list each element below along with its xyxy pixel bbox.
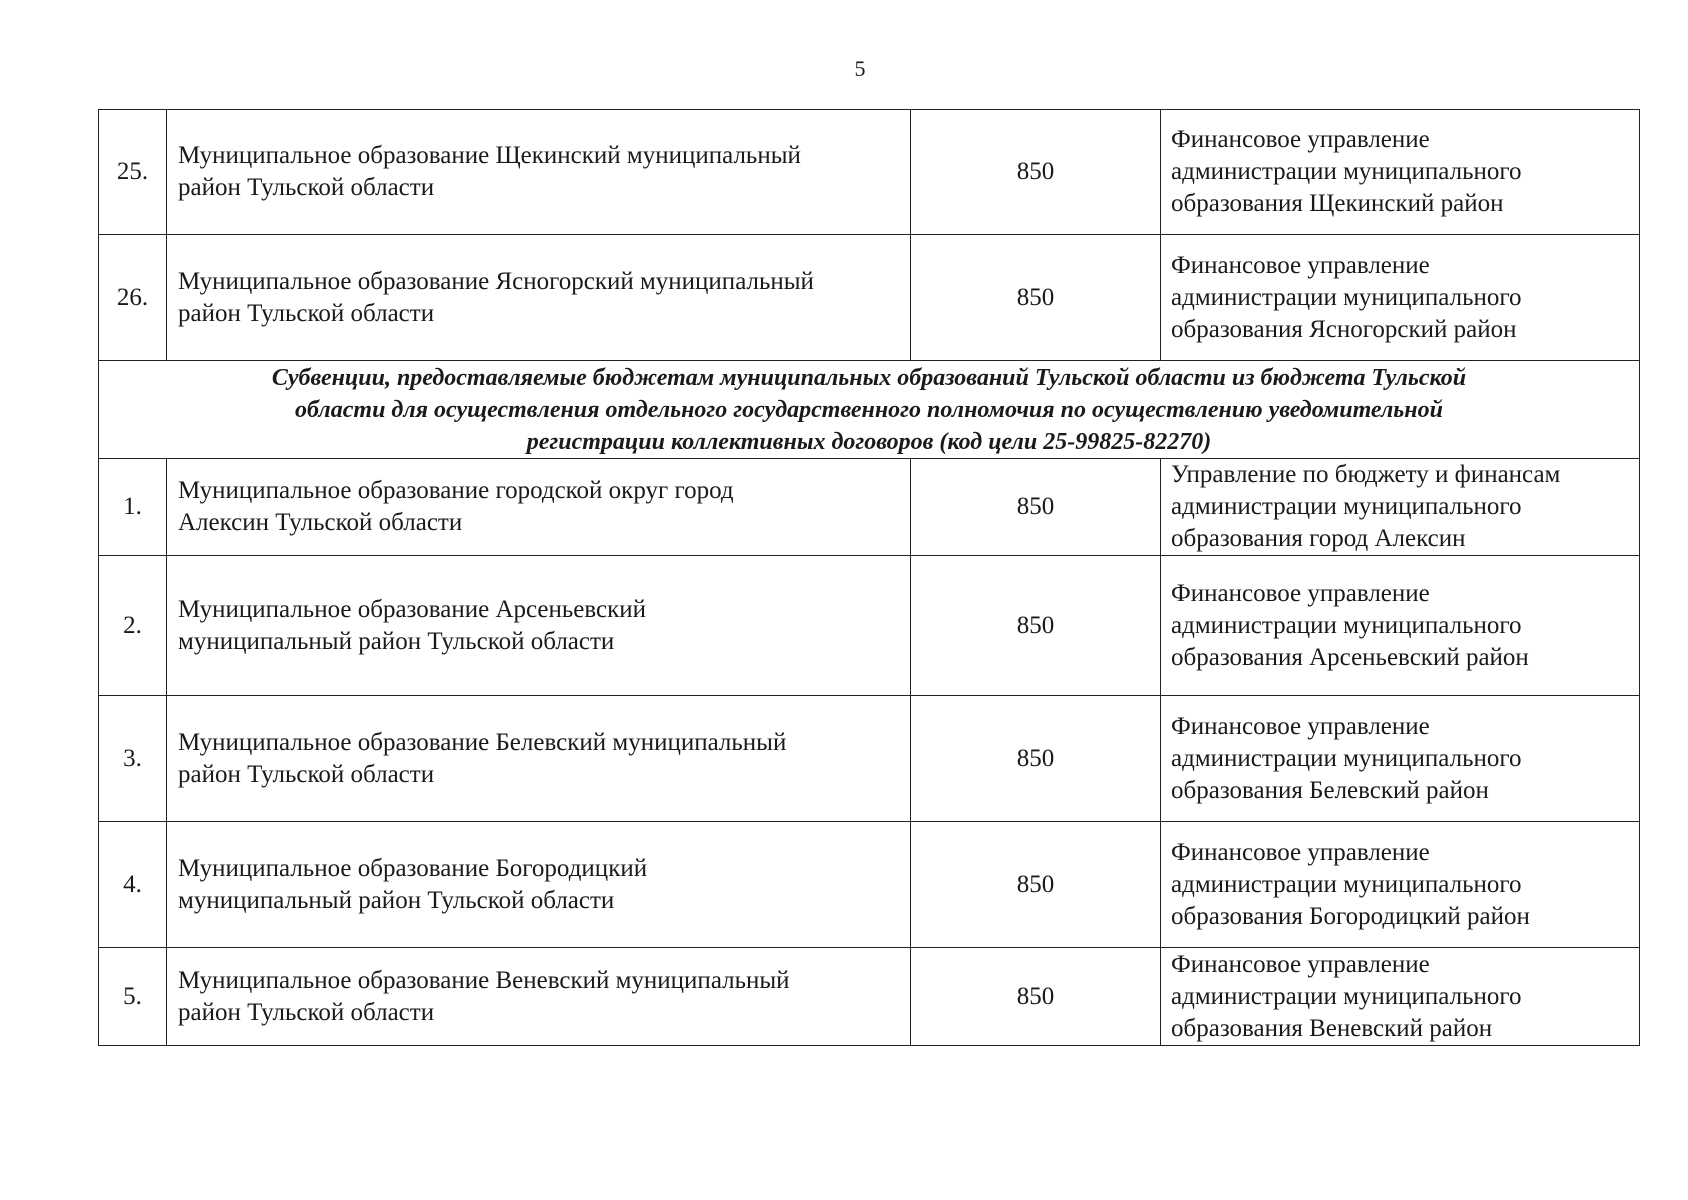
code-cell: 850 xyxy=(911,235,1161,361)
row-number: 2. xyxy=(99,556,167,696)
administrator-name-line: образования Богородицкий район xyxy=(1171,902,1530,930)
municipality-name-line: Муниципальное образование Арсеньевский xyxy=(178,595,647,623)
administrator-name-line: Финансовое управление xyxy=(1171,251,1430,279)
administrator-name-line: образования город Алексин xyxy=(1171,525,1466,552)
table-row xyxy=(99,110,1640,235)
municipality-name-line: район Тульской области xyxy=(178,299,435,327)
administrator-name-line: администрации муниципального xyxy=(1171,870,1522,898)
row-number: 25. xyxy=(99,110,167,235)
administrator-name-line: администрации муниципального xyxy=(1171,611,1522,639)
municipality-name-line: Муниципальное образование Белевский муниципальный xyxy=(178,728,787,756)
table-row xyxy=(99,696,1640,822)
administrator-name-line: Финансовое управление xyxy=(1171,950,1430,978)
municipality-name-line: район Тульской области xyxy=(178,760,435,788)
administrator-name-line: администрации муниципального xyxy=(1171,283,1522,311)
code-cell: 850 xyxy=(911,822,1161,948)
row-number: 1. xyxy=(99,459,167,556)
section-header-row xyxy=(99,361,1640,459)
municipality-name-line: район Тульской области xyxy=(178,998,435,1026)
municipality-name-line: Муниципальное образование Ясногорский муниципальный xyxy=(178,267,814,295)
table-row xyxy=(99,822,1640,948)
section-title-line: области для осуществления отдельного государственного полномочия по осуществлению уведомительной xyxy=(295,396,1443,423)
code-cell: 850 xyxy=(911,696,1161,822)
table-row xyxy=(99,556,1640,696)
administrator-name-line: Финансовое управление xyxy=(1171,126,1430,153)
table-row xyxy=(99,948,1640,1046)
code-cell: 850 xyxy=(911,948,1161,1046)
administrator-name-line: Финансовое управление xyxy=(1171,838,1430,866)
municipality-name-line: Муниципальное образование Богородицкий xyxy=(178,854,648,882)
municipality-name xyxy=(167,556,911,696)
administrator-name xyxy=(1161,822,1640,948)
administrator-name-line: Финансовое управление xyxy=(1171,579,1430,607)
table-row xyxy=(99,235,1640,361)
municipality-name xyxy=(167,696,911,822)
administrator-name xyxy=(1161,235,1640,361)
table-row xyxy=(99,459,1640,556)
code-cell: 850 xyxy=(911,459,1161,556)
municipality-name-line: Муниципальное образование Веневский муниципальный xyxy=(178,966,790,994)
municipality-name xyxy=(167,110,911,235)
administrator-name-line: образования Веневский район xyxy=(1171,1014,1493,1042)
administrator-name xyxy=(1161,948,1640,1046)
row-number: 26. xyxy=(99,235,167,361)
administrator-name-line: Управление по бюджету и финансам xyxy=(1171,461,1561,488)
administrator-name-line: Финансовое управление xyxy=(1171,712,1430,740)
administrator-name-line: администрации муниципального xyxy=(1171,744,1522,772)
administrator-name-line: администрации муниципального xyxy=(1171,493,1522,520)
administrator-name-line: образования Ясногорский район xyxy=(1171,315,1517,343)
administrator-name-line: администрации муниципального xyxy=(1171,982,1522,1010)
code-cell: 850 xyxy=(911,556,1161,696)
municipality-name-line: муниципальный район Тульской области xyxy=(178,886,615,914)
municipality-name-line: муниципальный район Тульской области xyxy=(178,627,615,655)
municipality-name xyxy=(167,235,911,361)
municipality-name xyxy=(167,948,911,1046)
municipality-name xyxy=(167,459,911,556)
municipality-name xyxy=(167,822,911,948)
subvention-table xyxy=(98,109,1640,1046)
section-title-line: регистрации коллективных договоров (код цели 25-99825-82270) xyxy=(526,428,1212,455)
municipality-name-line: район Тульской области xyxy=(178,174,435,201)
code-cell: 850 xyxy=(911,110,1161,235)
municipality-name-line: Алексин Тульской области xyxy=(178,509,463,536)
section-title xyxy=(99,361,1640,459)
administrator-name-line: образования Белевский район xyxy=(1171,776,1489,804)
administrator-name-line: образования Арсеньевский район xyxy=(1171,643,1529,671)
administrator-name xyxy=(1161,556,1640,696)
municipality-name-line: Муниципальное образование городской округ город xyxy=(178,477,734,504)
administrator-name-line: администрации муниципального xyxy=(1171,158,1522,185)
administrator-name xyxy=(1161,110,1640,235)
page-number: 5 xyxy=(854,56,866,81)
row-number: 4. xyxy=(99,822,167,948)
administrator-name xyxy=(1161,696,1640,822)
section-title-line: Субвенции, предоставляемые бюджетам муниципальных образований Тульской области из бюджета Тульской xyxy=(271,364,1467,391)
administrator-name xyxy=(1161,459,1640,556)
row-number: 5. xyxy=(99,948,167,1046)
row-number: 3. xyxy=(99,696,167,822)
municipality-name-line: Муниципальное образование Щекинский муниципальный xyxy=(178,142,801,169)
administrator-name-line: образования Щекинский район xyxy=(1171,190,1504,217)
